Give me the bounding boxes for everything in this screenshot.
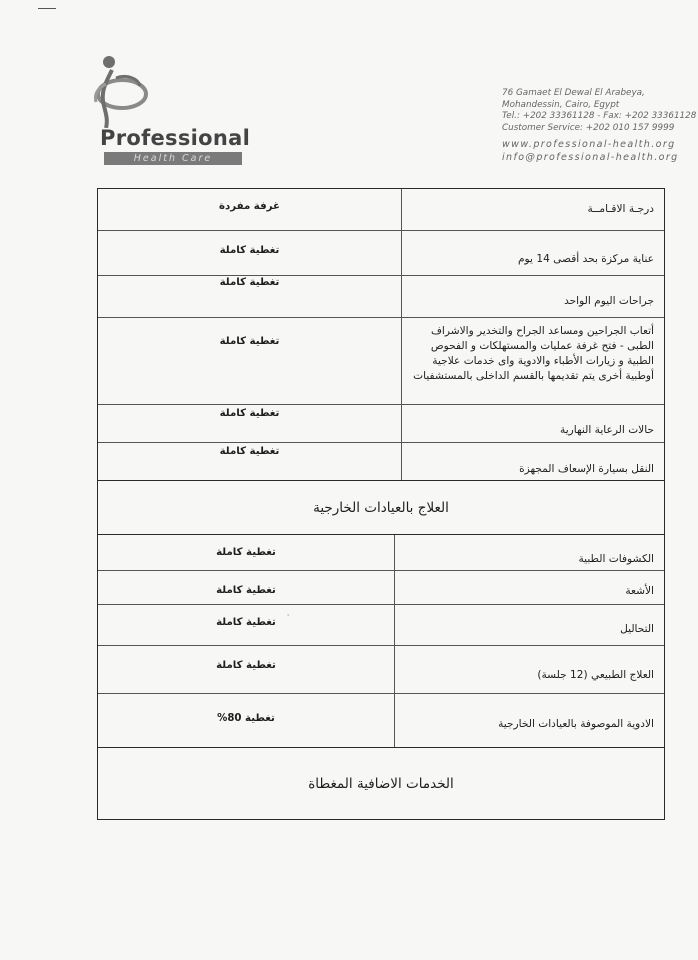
coverage-table bbox=[97, 188, 665, 820]
row-value: تغطية كاملة bbox=[219, 408, 280, 419]
contact-block bbox=[502, 88, 698, 164]
row-value: تغطية كاملة bbox=[219, 336, 280, 347]
logo-figure-icon bbox=[82, 48, 262, 128]
row-value: تغطية كاملة bbox=[216, 547, 276, 558]
table-row bbox=[98, 230, 664, 275]
row-value: تغطية كاملة bbox=[219, 277, 280, 288]
row-label: الادوية الموصوفة بالعيادات الخارجية bbox=[394, 694, 664, 747]
brand-tagline: Health Care bbox=[104, 152, 242, 165]
row-label: العلاج الطبيعي (12 جلسة) bbox=[394, 646, 664, 693]
email: info@professional-health.org bbox=[502, 152, 679, 164]
row-value: تغطية كاملة bbox=[216, 660, 276, 671]
customer-service: Customer Service: +202 010 157 9999 bbox=[502, 122, 675, 133]
row-label: النقل بسيارة الإسعاف المجهزة bbox=[401, 443, 664, 480]
row-value: تغطية كاملة bbox=[216, 585, 276, 596]
address-line-1: 76 Gamaet El Dewal El Arabeya, bbox=[502, 88, 645, 98]
row-label: درجـة الاقـامــة bbox=[401, 189, 664, 230]
row-value: تغطية كاملة bbox=[219, 245, 280, 256]
section-title-outpatient: العلاج بالعيادات الخارجية bbox=[98, 480, 664, 534]
row-label: حالات الرعاية النهارية bbox=[401, 405, 664, 442]
table-row bbox=[98, 189, 664, 230]
address-line-2: Mohandessin, Cairo, Egypt bbox=[502, 99, 620, 110]
row-label: الكشوفات الطبية bbox=[394, 535, 664, 570]
table-row bbox=[98, 645, 664, 693]
table-row bbox=[98, 693, 664, 747]
table-row bbox=[98, 604, 664, 645]
row-label: التحاليل bbox=[394, 605, 664, 645]
row-value: تغطية 80% bbox=[217, 713, 275, 724]
scan-speck: ' bbox=[287, 613, 290, 622]
brand-name: Professional bbox=[100, 126, 251, 150]
company-logo bbox=[82, 48, 262, 168]
table-row bbox=[98, 442, 664, 480]
row-label: أتعاب الجراحين ومساعد الجراح والتخدير والاشراف الطبى - فتح غرفة عمليات والمستهلكات و الفحوص الطبية و زيارات الأطباء والادوية واى خدمات علاجية أوطبية أخرى يتم تقديمها بالقسم الداخلى بالمستشفيات bbox=[401, 318, 664, 404]
table-row bbox=[98, 404, 664, 442]
row-value: غرفة مفردة bbox=[219, 201, 280, 212]
row-value: تغطية كاملة bbox=[219, 446, 280, 457]
table-row bbox=[98, 317, 664, 404]
phone-fax: Tel.: +202 33361128 - Fax: +202 33361128 bbox=[502, 111, 697, 122]
table-row bbox=[98, 534, 664, 570]
table-row bbox=[98, 275, 664, 317]
row-label: عناية مركزة بحد أقصى 14 يوم bbox=[401, 231, 664, 275]
table-row bbox=[98, 570, 664, 604]
website: www.professional-health.org bbox=[502, 139, 676, 151]
scan-mark bbox=[38, 8, 56, 13]
row-label: جراحات اليوم الواحد bbox=[401, 276, 664, 317]
section-title-additional: الخدمات الاضافية المغطاة bbox=[98, 747, 664, 819]
row-value: تغطية كاملة bbox=[216, 617, 276, 628]
row-label: الأشعة bbox=[394, 571, 664, 604]
